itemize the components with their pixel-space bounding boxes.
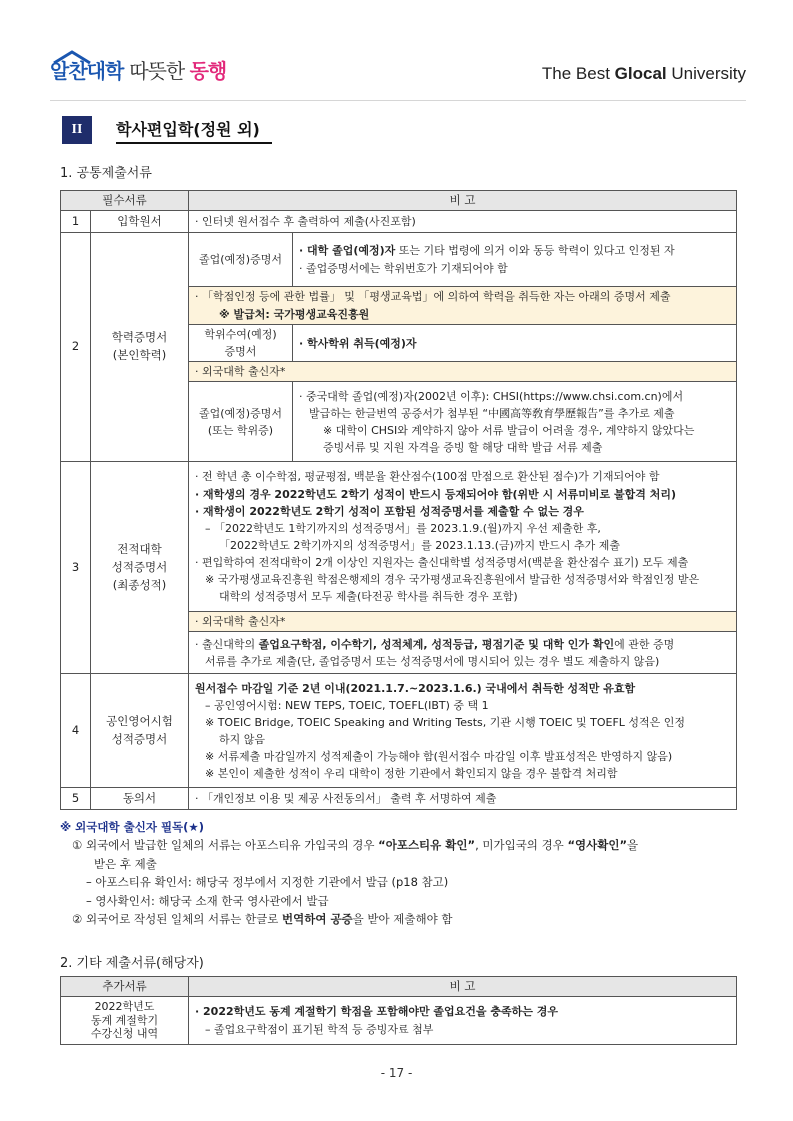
doc-name: 2022학년도 동계 계절학기 수강신청 내역 (61, 997, 189, 1045)
other-documents-table (60, 976, 737, 1045)
logo-part2: 대학 (86, 59, 130, 83)
common-documents-table (60, 190, 737, 810)
house-roof-icon (52, 50, 92, 64)
logo-part3: 따뜻한 (129, 59, 190, 83)
note-item-continued: 받은 후 제출 (94, 856, 157, 871)
note-item: ① 외국에서 발급한 일체의 서류는 아포스티유 가입국의 경우 “아포스티유 확인”, 미가입국의 경우 “영사확인”을 (72, 838, 639, 853)
logo-part4: 동행 (189, 59, 227, 83)
column-header-note: 비 고 (189, 977, 737, 997)
doc-note: · 2022학년도 동계 계절학기 학점을 포함해야만 졸업요건을 충족하는 경우 – 졸업요구학점이 표기된 학적 등 증빙자료 첨부 (189, 997, 737, 1045)
section-heading (62, 116, 272, 144)
university-slogan: The Best Glocal University (541, 64, 746, 83)
doc-note: · 「개인정보 이용 및 제공 사전동의서」 출력 후 서명하여 제출 (189, 788, 737, 810)
sub-doc-label: 학위수여(예정) 증명서 (189, 325, 293, 362)
doc-note: · 중국대학 졸업(예정)자(2002년 이후): CHSI(https://www.chsi.com.cn)에서 발급하는 한글번역 공증서가 첨부된 “中國高等敎育學歷報告”를 추가로 제출 ※ 대학이 CHSI와 계약하지 않아 서류 발급이 어려울 경우, 계약하지 않았다는 증빙서류 및 지원 자격을 증빙 할 해당 대학 발급 서류 제출 (293, 382, 737, 462)
section-title: 학사편입학(정원 외) (116, 117, 272, 144)
logo-part1: 알찬 (50, 59, 87, 83)
doc-note: · 대학 졸업(예정)자 또는 기타 법령에 의거 이와 동등 학력이 있다고 인정된 자 · 졸업증명서에는 학위번호가 기재되어야 함 (293, 233, 737, 287)
row-number: 4 (61, 674, 91, 788)
doc-name: 학력증명서 (본인학력) (91, 233, 189, 462)
section-number-badge: II (62, 116, 92, 144)
doc-note: · 인터넷 원서접수 후 출력하여 제출(사진포함) (189, 211, 737, 233)
doc-note-highlight: · 「학점인정 등에 관한 법률」 및 「평생교육법」에 의하여 학력을 취득한 자는 아래의 증명서 제출 ※ 발급처: 국가평생교육진흥원 (189, 287, 737, 325)
note-item: ② 외국어로 작성된 일체의 서류는 한글로 번역하여 공증을 받아 제출해야 함 (72, 911, 453, 926)
doc-note: · 학사학위 취득(예정)자 (293, 325, 737, 362)
column-header-note: 비 고 (189, 191, 737, 211)
row-number: 5 (61, 788, 91, 810)
note-sub-item: – 아포스티유 확인서: 해당국 정부에서 지정한 기관에서 발급 (p18 참고) (86, 875, 449, 890)
doc-note-highlight: · 외국대학 출신자* (189, 362, 737, 382)
doc-note-highlight: · 외국대학 출신자* (189, 612, 737, 632)
notes-heading: ※ 외국대학 출신자 필독(★) (60, 820, 204, 834)
column-header-doc: 필수서류 (61, 191, 189, 211)
column-header-doc: 추가서류 (61, 977, 189, 997)
doc-note: 원서접수 마감일 기준 2년 이내(2021.1.7.~2023.1.6.) 국내에서 취득한 성적만 유효함 – 공인영어시험: NEW TEPS, TOEIC, TOEFL(IBT) 중 택 1 ※ TOEIC Bridge, TOEIC Speaking and Writing Tests, 기관 시행 TOEIC 및 TOEFL 성적은 인정 하지 않음 ※ 서류제출 마감일까지 성적제출이 가능해야 함(원서접수 마감일 이후 발표성적은 반영하지 않음) ※ 본인이 제출한 성적이 우리 대학이 정한 기관에서 확인되지 않을 경우 불합격 처리함 (189, 674, 737, 788)
row-number: 1 (61, 211, 91, 233)
sub-doc-label: 졸업(예정)증명서 (189, 233, 293, 287)
doc-note: · 출신대학의 졸업요구학점, 이수학기, 성적체계, 성적등급, 평점기준 및 대학 인가 확인에 관한 증명 서류를 추가로 제출(단, 졸업증명서 또는 성적증명서에 명시되어 있는 경우 별도 제출하지 않음) (189, 632, 737, 674)
doc-name: 공인영어시험 성적증명서 (91, 674, 189, 788)
page-header (50, 46, 746, 96)
header-divider (50, 100, 746, 101)
note-sub-item: – 영사확인서: 해당국 소재 한국 영사관에서 발급 (86, 893, 329, 908)
doc-name: 입학원서 (91, 211, 189, 233)
sub-doc-label: 졸업(예정)증명서 (또는 학위증) (189, 382, 293, 462)
doc-name: 동의서 (91, 788, 189, 810)
row-number: 2 (61, 233, 91, 462)
subheading-common-documents: 1. 공통제출서류 (60, 166, 152, 181)
row-number: 3 (61, 462, 91, 674)
doc-name: 전적대학 성적증명서 (최종성적) (91, 462, 189, 674)
foreign-graduate-notes (60, 818, 750, 928)
doc-note: · 전 학년 총 이수학점, 평균평점, 백분율 환산점수(100점 만점으로 환산된 점수)가 기재되어야 함 · 재학생의 경우 2022학년도 2학기 성적이 반드시 등재되어야 함(위반 시 서류미비로 불합격 처리) · 재학생이 2022학년도 2학기 성적이 포함된 성적증명서를 제출할 수 없는 경우 – 「2022학년도 1학기까지의 성적증명서」를 2023.1.9.(월)까지 우선 제출한 후, 「2022학년도 2학기까지의 성적증명서」를 2023.1.13.(금)까지 반드시 추가 제출 · 편입학하여 전적대학이 2개 이상인 지원자는 출신대학별 성적증명서(백분율 환산점수 표기) 모두 제출 ※ 국가평생교육진흥원 학점은행제의 경우 국가평생교육진흥원에서 발급한 성적증명서와 학점인정 받은 대학의 성적증명서 모두 제출(타전공 학사를 취득한 경우 포함) (189, 462, 737, 612)
page-number: - 17 - (380, 1066, 413, 1080)
subheading-other-documents: 2. 기타 제출서류(해당자) (60, 956, 204, 971)
university-logo (50, 50, 226, 92)
